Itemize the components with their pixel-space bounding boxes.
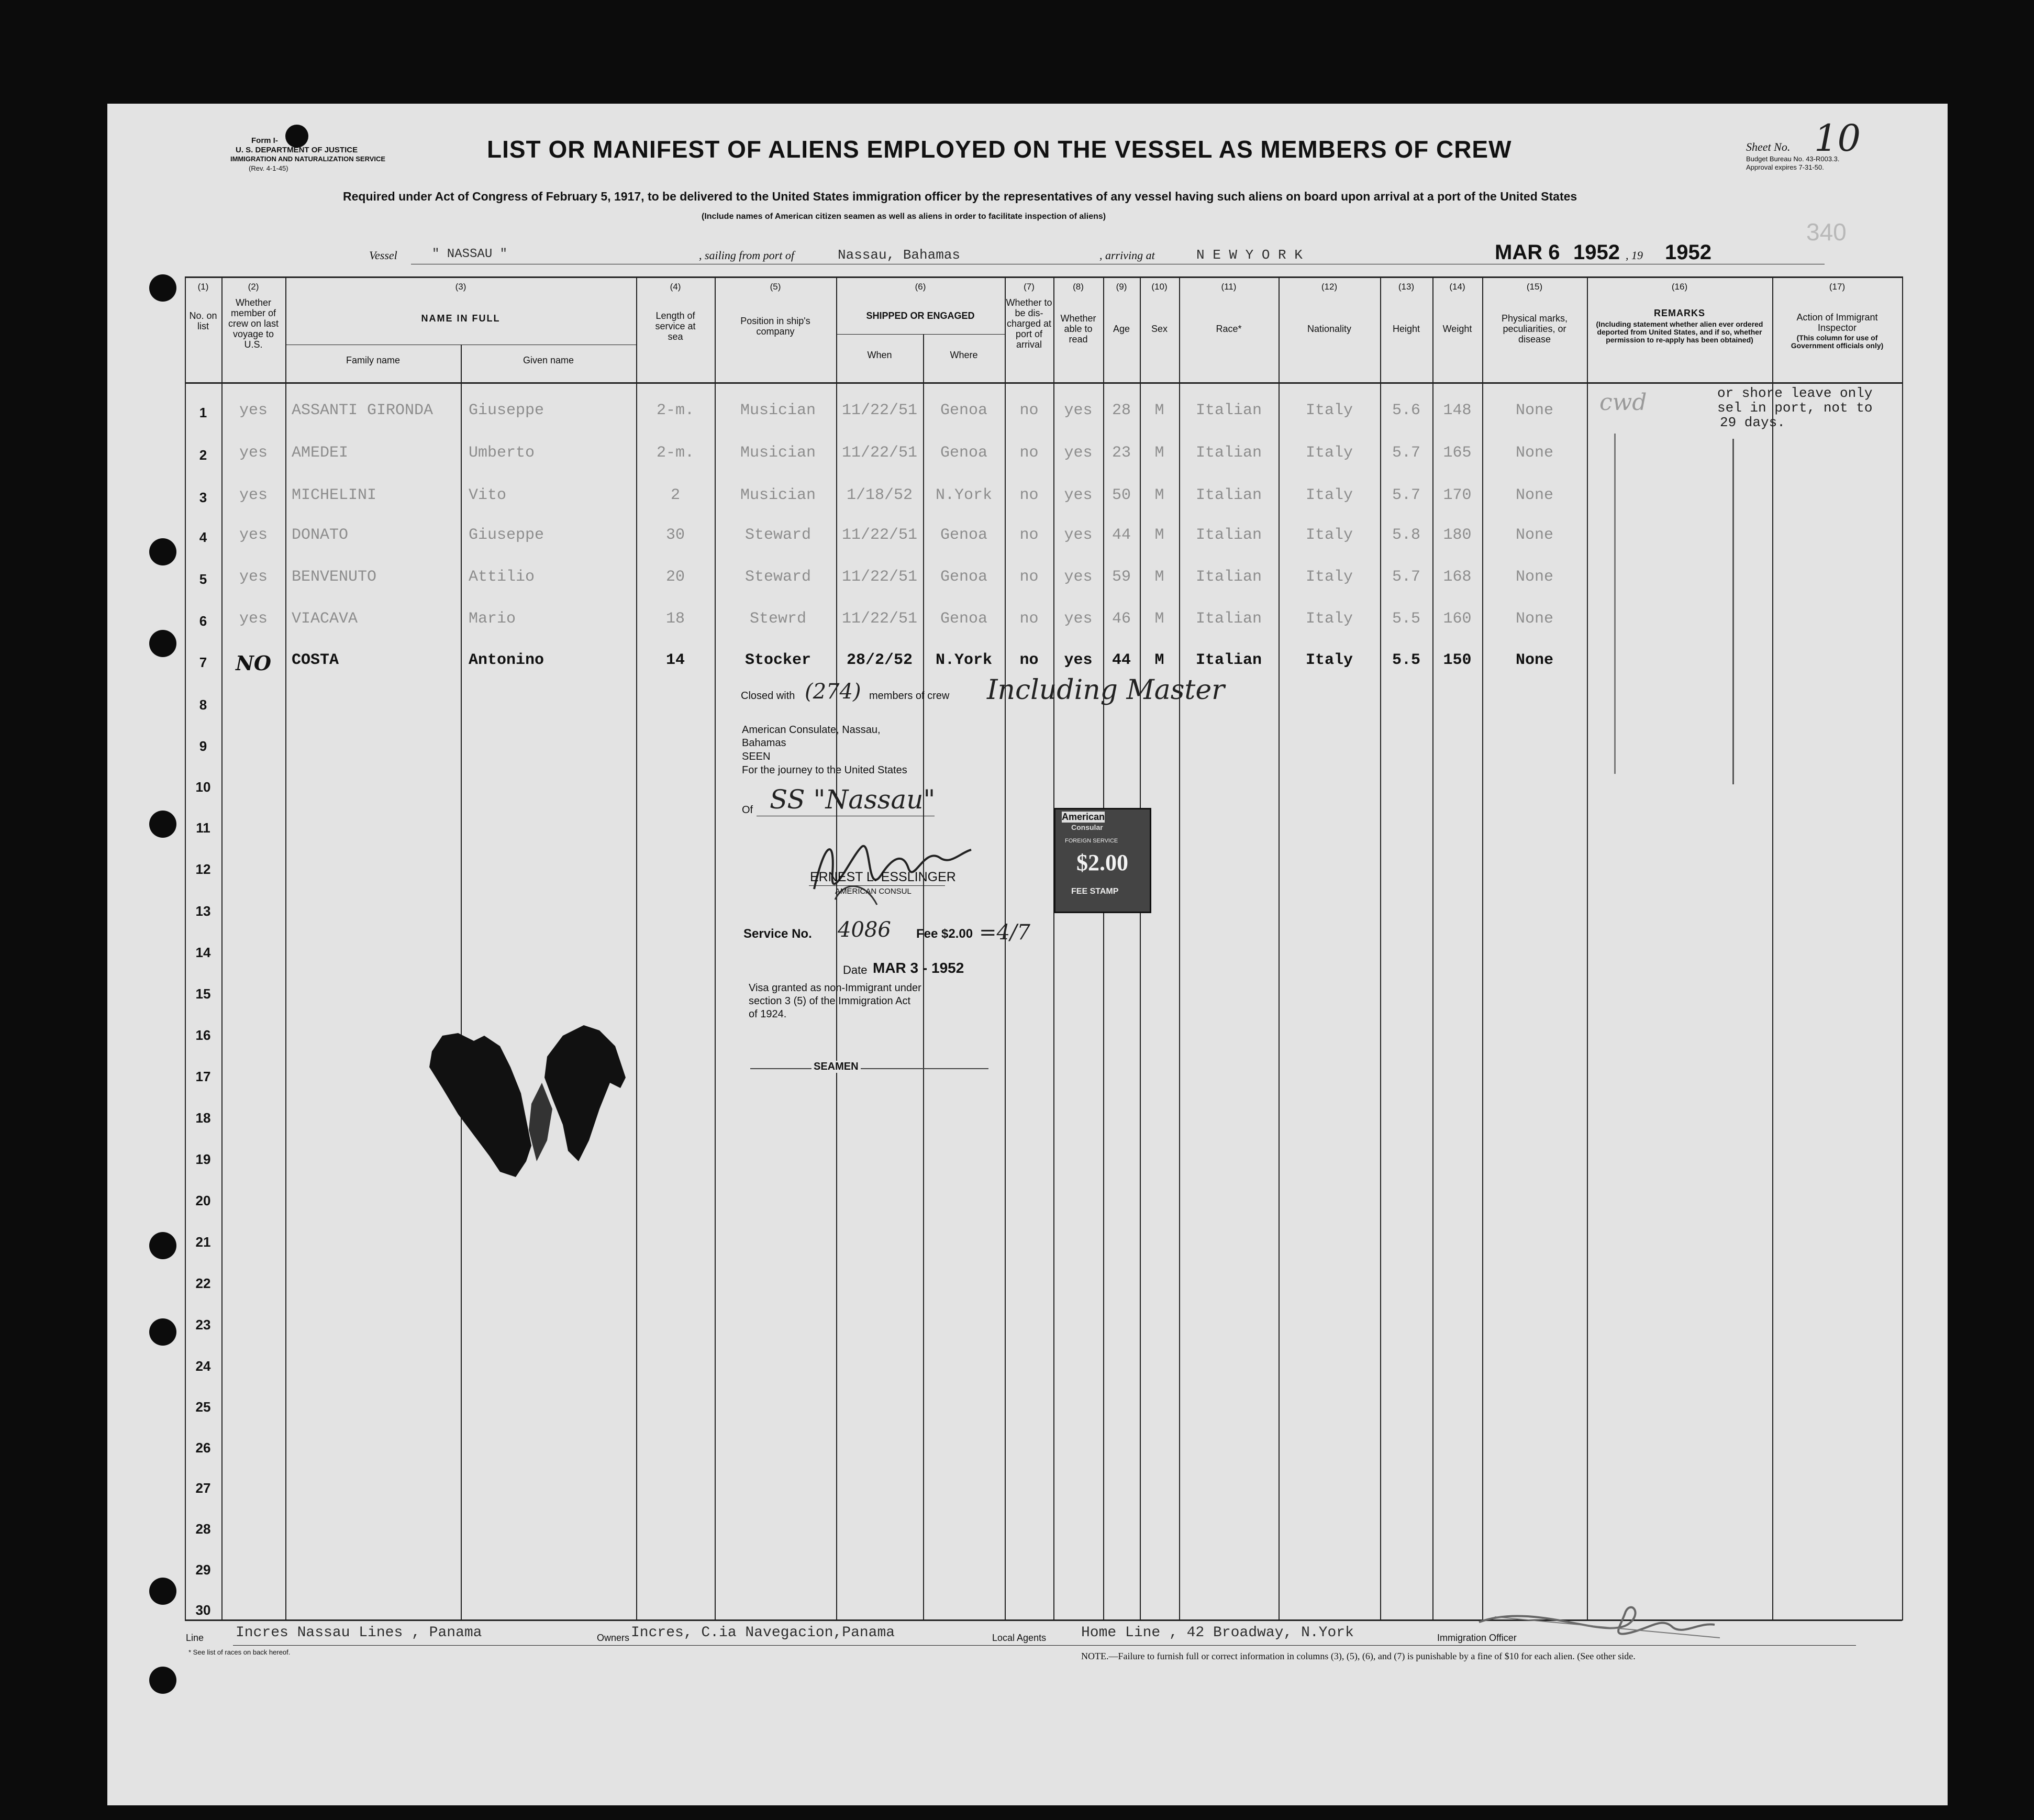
col-header: Nationality — [1307, 324, 1352, 334]
col-header: NAME IN FULL — [421, 313, 501, 324]
cell-given: Vito — [469, 486, 507, 504]
cell-last: yes — [239, 526, 268, 544]
col-num: (2) — [248, 282, 259, 292]
col-header-note: (This column for use of Government officials only) — [1791, 334, 1884, 350]
col-num: (8) — [1073, 282, 1084, 292]
agents-value: Home Line , 42 Broadway, N.York — [1081, 1625, 1354, 1641]
row-number: 27 — [195, 1480, 211, 1496]
cell-given: Mario — [469, 610, 516, 628]
cell-discharged: no — [1019, 568, 1039, 586]
cell-when: 11/22/51 — [841, 444, 918, 462]
cell-where: Genoa — [940, 402, 987, 419]
col-num: (16) — [1671, 282, 1688, 292]
cell-weight: 168 — [1443, 568, 1472, 586]
remarks-pencil-line — [1614, 434, 1616, 774]
cell-position: Musician — [740, 402, 816, 419]
visa-line: section 3 (5) of the Immigration Act — [749, 995, 911, 1007]
cell-sex: M — [1154, 486, 1164, 504]
row-number: 13 — [195, 903, 211, 919]
cell-family: BENVENUTO — [292, 568, 377, 586]
cell-where: Genoa — [940, 568, 987, 586]
cell-discharged: no — [1019, 402, 1039, 419]
col-num: (5) — [770, 282, 781, 292]
cell-service: 20 — [665, 568, 685, 586]
row-number: 3 — [199, 490, 207, 505]
col-divider — [221, 276, 223, 1621]
approval-expiry: Approval expires 7-31-50. — [1746, 163, 1824, 171]
date-label: Date — [843, 963, 868, 976]
cell-age: 50 — [1112, 486, 1131, 504]
cell-height: 5.6 — [1392, 402, 1420, 419]
row-number: 19 — [195, 1151, 211, 1167]
consul-title: AMERICAN CONSUL — [835, 887, 912, 896]
cell-where: Genoa — [940, 610, 987, 628]
subtitle-note: (Include names of American citizen seamen as well as aliens in order to facilitate inspection of aliens) — [702, 212, 1106, 221]
row-number: 11 — [196, 820, 210, 836]
col-divider — [636, 276, 637, 1621]
of-label: Of — [742, 804, 753, 816]
cell-age: 59 — [1112, 568, 1131, 586]
col-divider — [1482, 276, 1483, 1621]
col-header: Whether to be dis-charged at port of arrival — [1006, 297, 1052, 350]
cell-nationality: Italy — [1305, 651, 1353, 669]
col-divider — [285, 276, 286, 1621]
row-number: 4 — [199, 529, 207, 545]
row-number: 30 — [195, 1602, 211, 1618]
cell-position: Stocker — [744, 651, 812, 669]
sailing-port: Nassau, Bahamas — [838, 247, 961, 263]
cell-weight: 180 — [1443, 526, 1472, 544]
col-header: Given name — [523, 355, 574, 365]
consul-underline — [809, 885, 945, 886]
arriving-port: N E W Y O R K — [1196, 247, 1303, 263]
cell-sex: M — [1154, 568, 1164, 586]
remarks-line: sel in port, not to — [1717, 400, 1873, 416]
cell-family: ASSANTI GIRONDA — [292, 402, 434, 419]
col-num: (4) — [670, 282, 681, 292]
cell-weight: 170 — [1443, 486, 1472, 504]
consular-date: MAR 3 - 1952 — [873, 960, 964, 976]
cell-given: Antonino — [469, 651, 544, 669]
fee-stamp — [1054, 808, 1151, 913]
cell-position: Steward — [744, 526, 812, 544]
cell-nationality: Italy — [1305, 610, 1353, 628]
col-num: (13) — [1398, 282, 1415, 292]
remarks-line: or shore leave only — [1717, 385, 1873, 401]
punch-hole — [149, 274, 176, 302]
row-number: 14 — [195, 945, 211, 960]
fee-note: =4/7 — [979, 920, 1030, 945]
cell-discharged: no — [1019, 610, 1039, 628]
cell-nationality: Italy — [1305, 444, 1353, 462]
cell-sex: M — [1154, 651, 1164, 669]
closed-with-label: Closed with — [741, 690, 795, 702]
sheet-label: Sheet No. — [1746, 140, 1791, 153]
corner-number: 340 — [1806, 218, 1847, 246]
col-header: Whether able to read — [1060, 313, 1096, 345]
col-num: (1) — [197, 282, 209, 292]
cell-family: MICHELINI — [292, 486, 377, 504]
cell-height: 5.8 — [1392, 526, 1420, 544]
cell-race: Italian — [1195, 610, 1262, 628]
service-no-label: Service No. — [743, 927, 812, 941]
punch-hole — [149, 1232, 176, 1259]
col-divider — [1279, 276, 1280, 1621]
cell-where: N.York — [935, 651, 993, 669]
arriving-label: , arriving at — [1099, 249, 1155, 262]
col-header: Where — [950, 350, 978, 360]
cell-position: Musician — [740, 444, 816, 462]
cell-read: yes — [1064, 610, 1093, 628]
col-num: (10) — [1151, 282, 1168, 292]
cell-service: 18 — [665, 610, 685, 628]
col-divider — [1432, 276, 1433, 1621]
cell-weight: 165 — [1443, 444, 1472, 462]
fee-label: Fee $2.00 — [916, 927, 973, 941]
col-divider — [715, 276, 716, 1621]
row-number: 12 — [195, 861, 211, 877]
col-header-note: (Including statement whether alien ever ordered deported from United States, and if so, whether permission to re-apply has been obtained) — [1596, 320, 1763, 344]
cell-age: 46 — [1112, 610, 1131, 628]
seen-label: SEEN — [742, 751, 771, 762]
row-number: 20 — [195, 1193, 211, 1208]
col-divider — [1380, 276, 1381, 1621]
col-num: (11) — [1221, 282, 1237, 292]
col-num: (9) — [1116, 282, 1127, 292]
ink-blot — [421, 1004, 673, 1193]
cell-service: 2-m. — [656, 444, 694, 462]
cell-service: 2 — [670, 486, 680, 504]
punch-hole — [149, 1318, 176, 1346]
cell-service: 30 — [665, 526, 685, 544]
col-divider — [1140, 276, 1141, 1621]
stamp-text: FEE STAMP — [1071, 887, 1119, 896]
cell-sex: M — [1154, 526, 1164, 544]
cell-last: yes — [239, 610, 268, 628]
row-number: 22 — [195, 1275, 211, 1291]
cell-when: 1/18/52 — [846, 486, 913, 504]
col-header: Sex — [1151, 324, 1168, 334]
row-number: 24 — [195, 1358, 211, 1374]
row-number: 28 — [195, 1521, 211, 1537]
cell-race: Italian — [1195, 444, 1262, 462]
cell-marks: None — [1515, 610, 1553, 628]
col-header: No. on list — [189, 310, 217, 331]
cell-marks: None — [1515, 402, 1553, 419]
officer-signature — [1474, 1591, 1736, 1648]
line-value: Incres Nassau Lines , Panama — [236, 1625, 482, 1641]
col-num: (3) — [455, 282, 466, 292]
col-header: REMARKS — [1653, 308, 1705, 318]
stamp-text: FOREIGN SERVICE — [1065, 838, 1118, 844]
cell-marks: None — [1515, 444, 1553, 462]
cell-sex: M — [1154, 444, 1164, 462]
revision: (Rev. 4-1-45) — [249, 164, 288, 172]
col-divider — [1587, 276, 1588, 1621]
cell-race: Italian — [1195, 651, 1262, 669]
cell-weight: 160 — [1443, 610, 1472, 628]
row-number: 16 — [195, 1027, 211, 1043]
col-header: SHIPPED OR ENGAGED — [866, 310, 975, 321]
cell-given: Giuseppe — [469, 526, 544, 544]
col-header: Whether member of crew on last voyage to U.S. — [228, 297, 279, 350]
crew-count: (274) — [805, 680, 861, 704]
row-number: 25 — [195, 1399, 211, 1415]
row-number: 5 — [199, 571, 207, 587]
row-number: 1 — [199, 405, 207, 420]
stamp-text: American — [1062, 812, 1105, 822]
visa-line: of 1924. — [749, 1008, 787, 1020]
including-master: Including Master — [987, 674, 1225, 706]
vessel-label: Vessel — [369, 249, 397, 262]
punch-hole — [285, 125, 308, 148]
punch-hole — [149, 630, 176, 657]
cell-last: yes — [239, 486, 268, 504]
row-number: 17 — [195, 1069, 211, 1084]
col-divider — [1179, 276, 1180, 1621]
seamen-rule — [750, 1068, 988, 1069]
col-divider — [1103, 276, 1104, 1621]
cell-age: 44 — [1112, 526, 1131, 544]
cell-read: yes — [1064, 526, 1093, 544]
row-number: 6 — [199, 613, 207, 629]
cell-family: COSTA — [292, 651, 339, 669]
cell-last: yes — [239, 568, 268, 586]
agents-label: Local Agents — [992, 1633, 1047, 1643]
punch-hole — [149, 1667, 176, 1694]
year-stamp: 1952 — [1573, 241, 1620, 264]
cell-weight: 150 — [1443, 651, 1472, 669]
stamp-text: Consular — [1071, 823, 1103, 831]
header-divider — [185, 382, 1902, 384]
col-header: Family name — [346, 355, 401, 365]
seamen-label: SEAMEN — [812, 1061, 861, 1073]
col-divider — [836, 276, 837, 1621]
col-divider — [1053, 276, 1054, 1621]
cell-sex: M — [1154, 610, 1164, 628]
cell-nationality: Italy — [1305, 402, 1353, 419]
col-header: Position in ship's company — [740, 316, 810, 337]
sailing-label: , sailing from port of — [699, 249, 794, 262]
cell-read: yes — [1064, 402, 1093, 419]
owners-value: Incres, C.ia Navegacion,Panama — [631, 1625, 895, 1641]
col-num: (7) — [1024, 282, 1035, 292]
punch-hole — [149, 811, 176, 838]
row-number: 2 — [199, 447, 207, 463]
row-number: 21 — [195, 1234, 211, 1250]
footer-note: NOTE.—Failure to furnish full or correct information in columns (3), (5), (6), and (7) is punishable by a fine of $10 for each alien. (See other side. — [1081, 1651, 1636, 1661]
races-note: * See list of races on back hereof. — [188, 1648, 291, 1656]
form-id: Form I- — [251, 136, 278, 145]
cell-height: 5.7 — [1392, 486, 1420, 504]
cell-given: Giuseppe — [469, 402, 544, 419]
row-number: 18 — [195, 1110, 211, 1126]
cell-race: Italian — [1195, 526, 1262, 544]
row-number: 7 — [199, 654, 207, 670]
remarks-pencil-line — [1732, 439, 1734, 784]
cell-given: Attilio — [469, 568, 535, 586]
cell-read: yes — [1064, 486, 1093, 504]
page-title: LIST OR MANIFEST OF ALIENS EMPLOYED ON THE VESSEL AS MEMBERS OF CREW — [487, 136, 1512, 163]
service-number: 4086 — [838, 918, 891, 942]
owners-label: Owners — [597, 1633, 630, 1643]
cell-height: 5.5 — [1392, 651, 1420, 669]
table-top-border — [185, 276, 1902, 278]
members-label: members of crew — [869, 690, 950, 702]
cell-last: yes — [239, 444, 268, 462]
cell-marks: None — [1515, 486, 1553, 504]
cell-marks: None — [1515, 651, 1553, 669]
cell-when: 28/2/52 — [846, 651, 913, 669]
shipped-subheader-rule — [836, 334, 1005, 335]
cell-nationality: Italy — [1305, 526, 1353, 544]
cell-given: Umberto — [469, 444, 535, 462]
cell-discharged: no — [1019, 651, 1039, 669]
service-name: IMMIGRATION AND NATURALIZATION SERVICE — [230, 155, 386, 163]
cell-where: Genoa — [940, 444, 987, 462]
cell-discharged: no — [1019, 526, 1039, 544]
stamp-value: $2.00 — [1076, 850, 1128, 875]
remarks-initials: cwd — [1599, 389, 1647, 416]
col-divider — [1772, 276, 1773, 1621]
cell-family: AMEDEI — [292, 444, 349, 462]
cell-when: 11/22/51 — [841, 568, 918, 586]
col-header: When — [867, 350, 892, 360]
cell-discharged: no — [1019, 444, 1039, 462]
cell-age: 28 — [1112, 402, 1131, 419]
col-header: Length of service at sea — [655, 310, 696, 342]
cell-age: 44 — [1112, 651, 1131, 669]
cell-read: yes — [1064, 444, 1093, 462]
cell-height: 5.5 — [1392, 610, 1420, 628]
row-number: 15 — [195, 986, 211, 1002]
col-header: Height — [1392, 324, 1420, 334]
cell-read: yes — [1064, 651, 1093, 669]
officer-label: Immigration Officer — [1437, 1633, 1517, 1643]
cell-where: N.York — [935, 486, 993, 504]
subtitle: Required under Act of Congress of February 5, 1917, to be delivered to the United States immigration officer by the representatives of any vessel having such aliens on board upon arrival at a port of the United States — [343, 190, 1577, 203]
col-header: Physical marks, peculiarities, or disease — [1501, 313, 1568, 345]
date-stamp: MAR 6 — [1495, 241, 1560, 264]
ship-name-handwritten: SS "Nassau" — [770, 784, 936, 815]
cell-when: 11/22/51 — [841, 402, 918, 419]
col-header: Race* — [1216, 324, 1242, 334]
year-label: , 19 — [1626, 249, 1643, 262]
sheet-number: 10 — [1814, 117, 1861, 160]
row-number: 26 — [195, 1440, 211, 1456]
cell-when: 11/22/51 — [841, 610, 918, 628]
cell-race: Italian — [1195, 568, 1262, 586]
row-number: 23 — [195, 1317, 211, 1333]
col-num: (12) — [1321, 282, 1338, 292]
journey-label: For the journey to the United States — [742, 764, 907, 776]
cell-discharged: no — [1019, 486, 1039, 504]
visa-line: Visa granted as non-Immigrant under — [749, 982, 921, 994]
consulate-name: American Consulate, Nassau, — [742, 724, 881, 736]
punch-hole — [149, 538, 176, 565]
col-divider — [461, 345, 462, 1621]
col-header: Age — [1113, 324, 1130, 334]
cell-family: VIACAVA — [292, 610, 358, 628]
row-number: 8 — [199, 697, 207, 713]
row-number: 10 — [195, 779, 211, 795]
cell-position: Musician — [740, 486, 816, 504]
cell-last: NO — [236, 651, 271, 675]
cell-when: 11/22/51 — [841, 526, 918, 544]
department: U. S. DEPARTMENT OF JUSTICE — [236, 146, 358, 154]
cell-last: yes — [239, 402, 268, 419]
cell-family: DONATO — [292, 526, 349, 544]
col-divider — [1902, 276, 1903, 1621]
line-label: Line — [186, 1633, 204, 1643]
cell-height: 5.7 — [1392, 568, 1420, 586]
punch-hole — [149, 1578, 176, 1605]
vessel-name: " NASSAU " — [432, 247, 508, 261]
consul-name: ERNEST L. ESSLINGER — [810, 870, 956, 884]
col-header: Weight — [1442, 324, 1472, 334]
manifest-page — [107, 104, 1948, 1805]
col-num: (6) — [915, 282, 926, 292]
cell-position: Steward — [744, 568, 812, 586]
cell-race: Italian — [1195, 486, 1262, 504]
cell-nationality: Italy — [1305, 568, 1353, 586]
row-number: 9 — [199, 738, 207, 754]
remarks-line: 29 days. — [1720, 415, 1785, 430]
consulate-place: Bahamas — [742, 737, 786, 749]
cell-service: 14 — [665, 651, 685, 669]
budget-number: Budget Bureau No. 43-R003.3. — [1746, 155, 1840, 163]
year-value: 1952 — [1665, 241, 1711, 264]
cell-marks: None — [1515, 526, 1553, 544]
cell-age: 23 — [1112, 444, 1131, 462]
cell-service: 2-m. — [656, 402, 694, 419]
col-divider — [1005, 276, 1006, 1621]
cell-sex: M — [1154, 402, 1164, 419]
col-num: (15) — [1526, 282, 1543, 292]
cell-where: Genoa — [940, 526, 987, 544]
cell-race: Italian — [1195, 402, 1262, 419]
cell-marks: None — [1515, 568, 1553, 586]
cell-height: 5.7 — [1392, 444, 1420, 462]
cell-nationality: Italy — [1305, 486, 1353, 504]
cell-read: yes — [1064, 568, 1093, 586]
cell-position: Stewrd — [749, 610, 807, 628]
col-num: (14) — [1449, 282, 1465, 292]
col-num: (17) — [1829, 282, 1846, 292]
col-header: Action of Immigrant Inspector — [1796, 312, 1878, 333]
row-number: 29 — [195, 1562, 211, 1578]
cell-weight: 148 — [1443, 402, 1472, 419]
